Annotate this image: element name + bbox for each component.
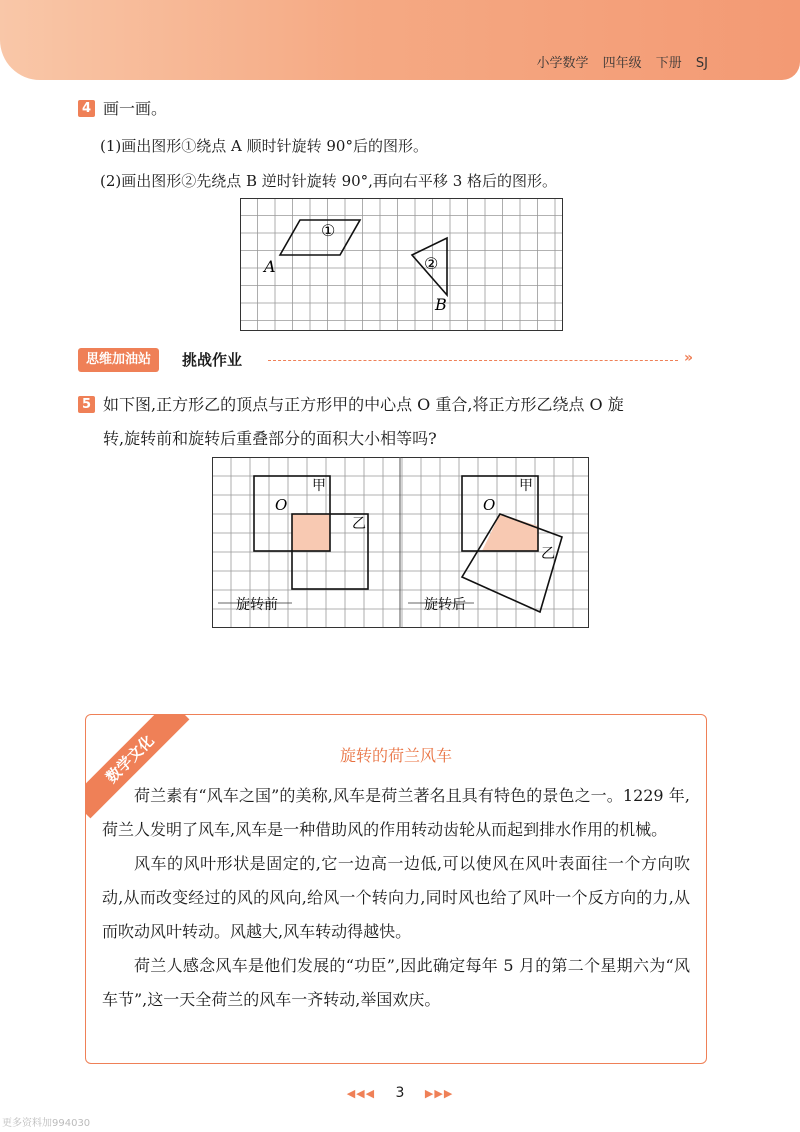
q5-before-label-O: O xyxy=(275,496,288,514)
q4-shape1-parallelogram xyxy=(280,220,360,255)
q5-after-overlap-shade xyxy=(482,514,538,551)
section-bar xyxy=(78,348,708,372)
section-subtitle: 挑战作业 xyxy=(182,351,243,369)
q5-text xyxy=(78,388,718,456)
section-arrows-icon: » xyxy=(684,350,694,366)
section-tag: 思维加油站 xyxy=(78,348,159,372)
q4-title xyxy=(78,96,167,119)
q5-after-label-jia: 甲 xyxy=(519,478,533,494)
q5-text-line1: 如下图,正方形乙的顶点与正方形甲的中心点 O 重合,将正方形乙绕点 O 旋 xyxy=(103,395,624,414)
watermark: 更多资料加994030 xyxy=(2,1118,91,1129)
header-edition: SJ xyxy=(695,56,708,71)
q5-before-overlap-shade xyxy=(292,514,330,551)
q5-before-label-yi: 乙 xyxy=(352,516,366,532)
math-culture-box xyxy=(85,714,707,1064)
section-divider xyxy=(268,360,678,361)
header-info xyxy=(526,52,708,71)
q4-line1: (1)画出图形①绕点 A 顺时针旋转 90°后的图形。 xyxy=(100,137,428,155)
page-number: 3 xyxy=(395,1085,405,1101)
q4-label-B: B xyxy=(435,295,447,314)
q4-label-A: A xyxy=(264,257,276,276)
q4-number: 4 xyxy=(78,100,95,117)
header-volume: 下册 xyxy=(655,56,682,71)
q5-after-label-yi: 乙 xyxy=(541,546,555,562)
q5-grid-figure xyxy=(212,457,592,629)
q4-grid-figure xyxy=(240,198,566,334)
culture-paragraph: 荷兰素有“风车之国”的美称,风车是荷兰著名且具有特色的景色之一。1229 年,荷兰人发明了风车,风车是一种借助风的作用转动齿轮从而起到排水作用的机械。 xyxy=(102,786,690,839)
q5-caption-before: 旋转前 xyxy=(236,597,278,613)
culture-paragraph: 荷兰人感念风车是他们发展的“功臣”,因此确定每年 5 月的第二个星期六为“风车节”,这一天全荷兰的风车一齐转动,举国欢庆。 xyxy=(102,956,690,1009)
math-culture-title: 旋转的荷兰风车 xyxy=(339,746,452,765)
q4-label-shape1: ① xyxy=(321,221,336,240)
q4-title-text: 画一画。 xyxy=(103,99,168,118)
math-culture-ribbon: 数学文化 xyxy=(85,714,189,818)
prev-arrows-icon: ◀◀◀ xyxy=(346,1087,376,1100)
math-culture-body xyxy=(102,779,690,1017)
header-grade: 四年级 xyxy=(602,56,642,71)
culture-paragraph: 风车的风叶形状是固定的,它一边高一边低,可以使风在风叶表面往一个方向吹动,从而改变经过的风的风向,给风一个转向力,同时风也给了风叶一个反方向的力,从而吹动风叶转动。风越大,风车转动得越快。 xyxy=(102,854,690,941)
page-footer xyxy=(0,1085,800,1101)
q5-after-label-O: O xyxy=(483,496,496,514)
q4-label-shape2: ② xyxy=(424,254,439,273)
q4-line2: (2)画出图形②先绕点 B 逆时针旋转 90°,再向右平移 3 格后的图形。 xyxy=(100,172,558,190)
q5-before-label-jia: 甲 xyxy=(312,478,326,494)
next-arrows-icon: ▶▶▶ xyxy=(424,1087,454,1100)
q5-number: 5 xyxy=(78,396,95,413)
q5-text-line2: 转,旋转前和旋转后重叠部分的面积大小相等吗? xyxy=(103,429,437,448)
q5-caption-after: 旋转后 xyxy=(424,597,466,613)
header-subject: 小学数学 xyxy=(536,56,589,71)
